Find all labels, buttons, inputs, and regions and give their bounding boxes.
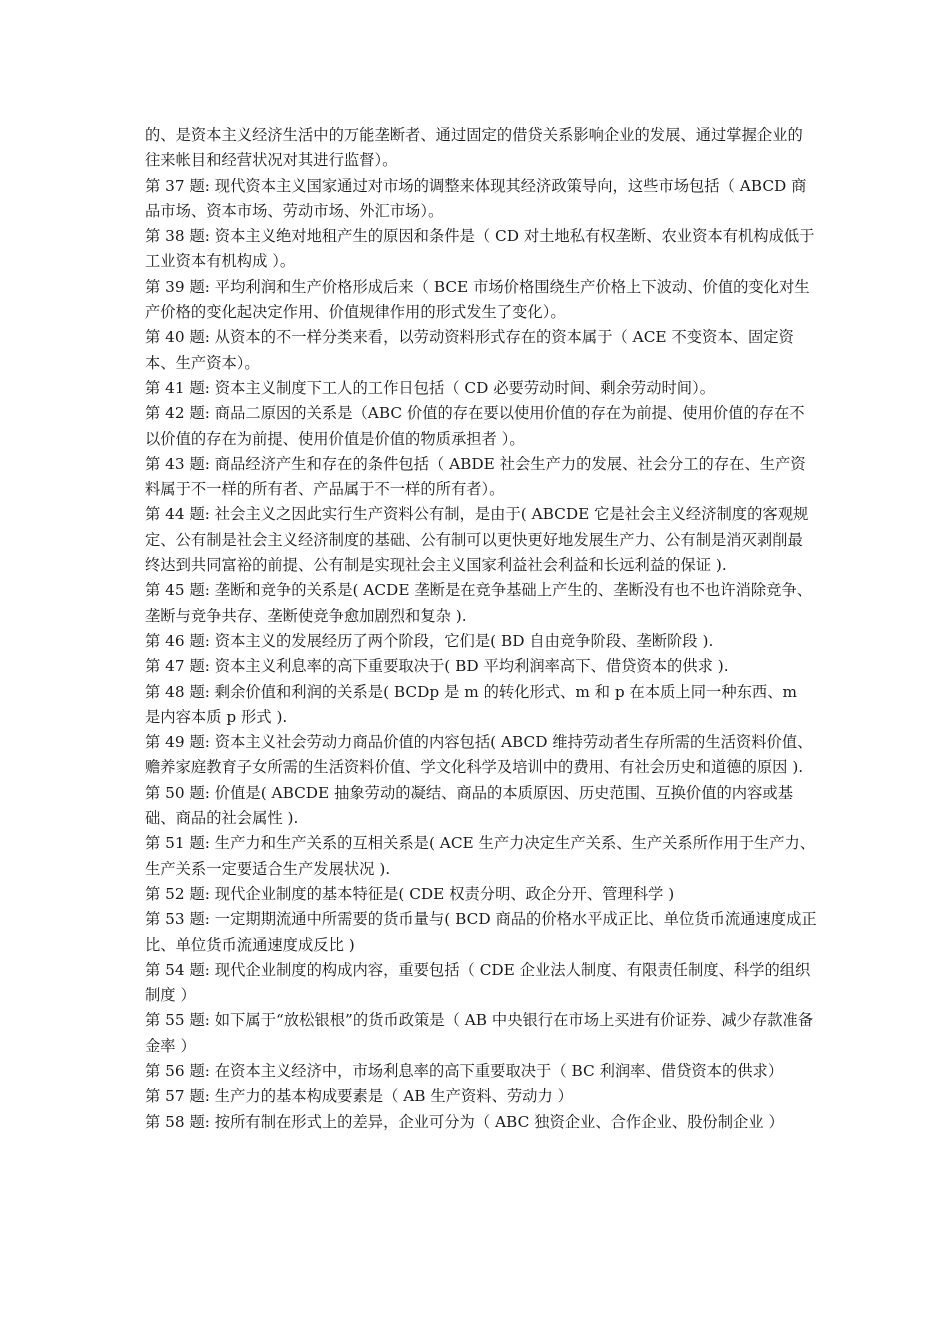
question-52: 第 52 题: 现代企业制度的基本特征是( CDE 权责分明、政企分开、管理科学 ) <box>145 884 675 903</box>
question-45: 第 45 题: 垄断和竞争的关系是( ACDE 垄断是在竞争基础上产生的、垄断没有也不也许消除竞争、垄断与竞争共存、垄断使竞争愈加剧烈和复杂 ). <box>145 581 813 625</box>
question-38: 第 38 题: 资本主义绝对地租产生的原因和条件是（ CD 对土地私有权垄断、农业资本有机构成低于工业资本有机构成 ）。 <box>145 227 815 271</box>
question-37: 第 37 题: 现代资本主义国家通过对市场的调整来体现其经济政策导向，这些市场包括（ ABCD 商品市场、资本市场、劳动市场、外汇市场）。 <box>145 176 807 220</box>
document-body <box>145 123 817 1135</box>
question-47: 第 47 题: 资本主义利息率的高下重要取决于( BD 平均利润率高下、借贷资本的供求 ). <box>145 657 729 676</box>
paragraph-continuation: 的、是资本主义经济生活中的万能垄断者、通过固定的借贷关系影响企业的发展、通过掌握企业的往来帐目和经营状况对其进行监督）。 <box>145 126 803 170</box>
question-42: 第 42 题: 商品二原因的关系是（ABC 价值的存在要以使用价值的存在为前提、使用价值的存在不以价值的存在为前提、使用价值是价值的物质承担者 ）。 <box>145 404 805 448</box>
question-44: 第 44 题: 社会主义之因此实行生产资料公有制，是由于( ABCDE 它是社会主义经济制度的客观规定、公有制是社会主义经济制度的基础、公有制可以更快更好地发展生产力、公有制是消灭剥削最终达到共同富裕的前提、公有制是实现社会主义国家利益社会利益和长远利益的保证 ). <box>145 505 809 575</box>
question-43: 第 43 题: 商品经济产生和存在的条件包括（ ABDE 社会生产力的发展、社会分工的存在、生产资料属于不一样的所有者、产品属于不一样的所有者）。 <box>145 454 806 499</box>
question-46: 第 46 题: 资本主义的发展经历了两个阶段，它们是( BD 自由竞争阶段、垄断阶段 ). <box>145 631 714 650</box>
question-56: 第 56 题: 在资本主义经济中，市场利息率的高下重要取决于（ BC 利润率、借贷资本的供求） <box>145 1061 784 1080</box>
question-53: 第 53 题: 一定期期流通中所需要的货币量与( BCD 商品的价格水平成正比、单位货币流通速度成正比、单位货币流通速度成反比 ) <box>145 910 817 954</box>
question-50: 第 50 题: 价值是( ABCDE 抽象劳动的凝结、商品的本质原因、历史范围、互换价值的内容或基础、商品的社会属性 ). <box>145 783 793 828</box>
question-58: 第 58 题: 按所有制在形式上的差异，企业可分为（ ABC 独资企业、合作企业、股份制企业 ） <box>145 1112 784 1131</box>
question-57: 第 57 题: 生产力的基本构成要素是（ AB 生产资料、劳动力 ） <box>145 1087 573 1106</box>
question-41: 第 41 题: 资本主义制度下工人的工作日包括（ CD 必要劳动时间、剩余劳动时间）。 <box>145 378 716 397</box>
question-48: 第 48 题: 剩余价值和利润的关系是( BCDp 是 m 的转化形式、m 和 p 在本质上同一种东西、m 是内容本质 p 形式 ). <box>145 682 798 726</box>
question-54: 第 54 题: 现代企业制度的构成内容，重要包括（ CDE 企业法人制度、有限责任制度、科学的组织制度 ） <box>145 960 811 1005</box>
question-55: 第 55 题: 如下属于“放松银根”的货币政策是（ AB 中央银行在市场上买进有价证券、减少存款准备金率 ） <box>145 1011 814 1055</box>
question-39: 第 39 题: 平均利润和生产价格形成后来（ BCE 市场价格围绕生产价格上下波动、价值的变化对生产价格的变化起决定作用、价值规律作用的形式发生了变化）。 <box>145 277 810 322</box>
question-51: 第 51 题: 生产力和生产关系的互相关系是( ACE 生产力决定生产关系、生产关系所作用于生产力、生产关系一定要适合生产发展状况 ). <box>145 834 816 878</box>
question-49: 第 49 题: 资本主义社会劳动力商品价值的内容包括( ABCD 维持劳动者生存所需的生活资料价值、赡养家庭教育子女所需的生活资料价值、学文化科学及培训中的费用、有社会历史和道德的原因 ). <box>145 733 813 777</box>
question-40: 第 40 题: 从资本的不一样分类来看，以劳动资料形式存在的资本属于（ ACE 不变资本、固定资本、生产资本）。 <box>145 328 794 372</box>
